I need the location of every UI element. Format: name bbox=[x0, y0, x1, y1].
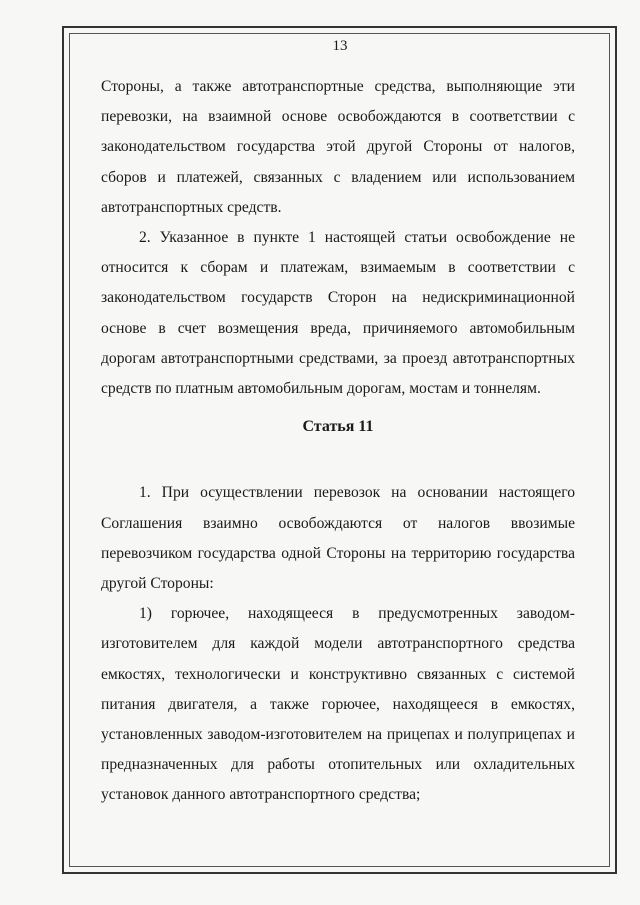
paragraph-subitem-1: 1) горючее, находящееся в предусмотренных заводом-изготовителем для каждой модели автотранспортного средства емкостях, технологически и конструктивно связанных с системой питания двигателя, а также горючее, находящееся в емкостях, установленных заводом-изготовителем на прицепах и полуприцепах и предназначенных для работы отопительных или охладительных установок данного автотранспортного средства; bbox=[101, 605, 575, 804]
paragraph-item-2: 2. Указанное в пункте 1 настоящей статьи освобождение не относится к сборам и платежам, взимаемым в соответствии с законодательством государств Сторон на недискриминационной основе в счет возмещения вреда, причиняемого автомобильным дорогам автотранспортными средствами, за проезд автотранспортных средств по платным автомобильным дорогам, мостам и тоннелям. bbox=[101, 229, 575, 398]
page-number: 13 bbox=[332, 38, 348, 54]
paragraph-continuation: Стороны, а также автотранспортные средства, выполняющие эти перевозки, на взаимной основе освобождаются в соответствии с законодательством государства этой другой Стороны от налогов, сборов и платежей, связанных с владением или использованием автотранспортных средств. bbox=[101, 78, 575, 216]
article-heading: Статья 11 bbox=[302, 418, 374, 436]
document-body bbox=[101, 72, 575, 811]
paragraph-item-1: 1. При осуществлении перевозок на основании настоящего Соглашения взаимно освобождаются от налогов ввозимые перевозчиком государства одной Стороны на территорию государства другой Стороны: bbox=[101, 484, 575, 593]
